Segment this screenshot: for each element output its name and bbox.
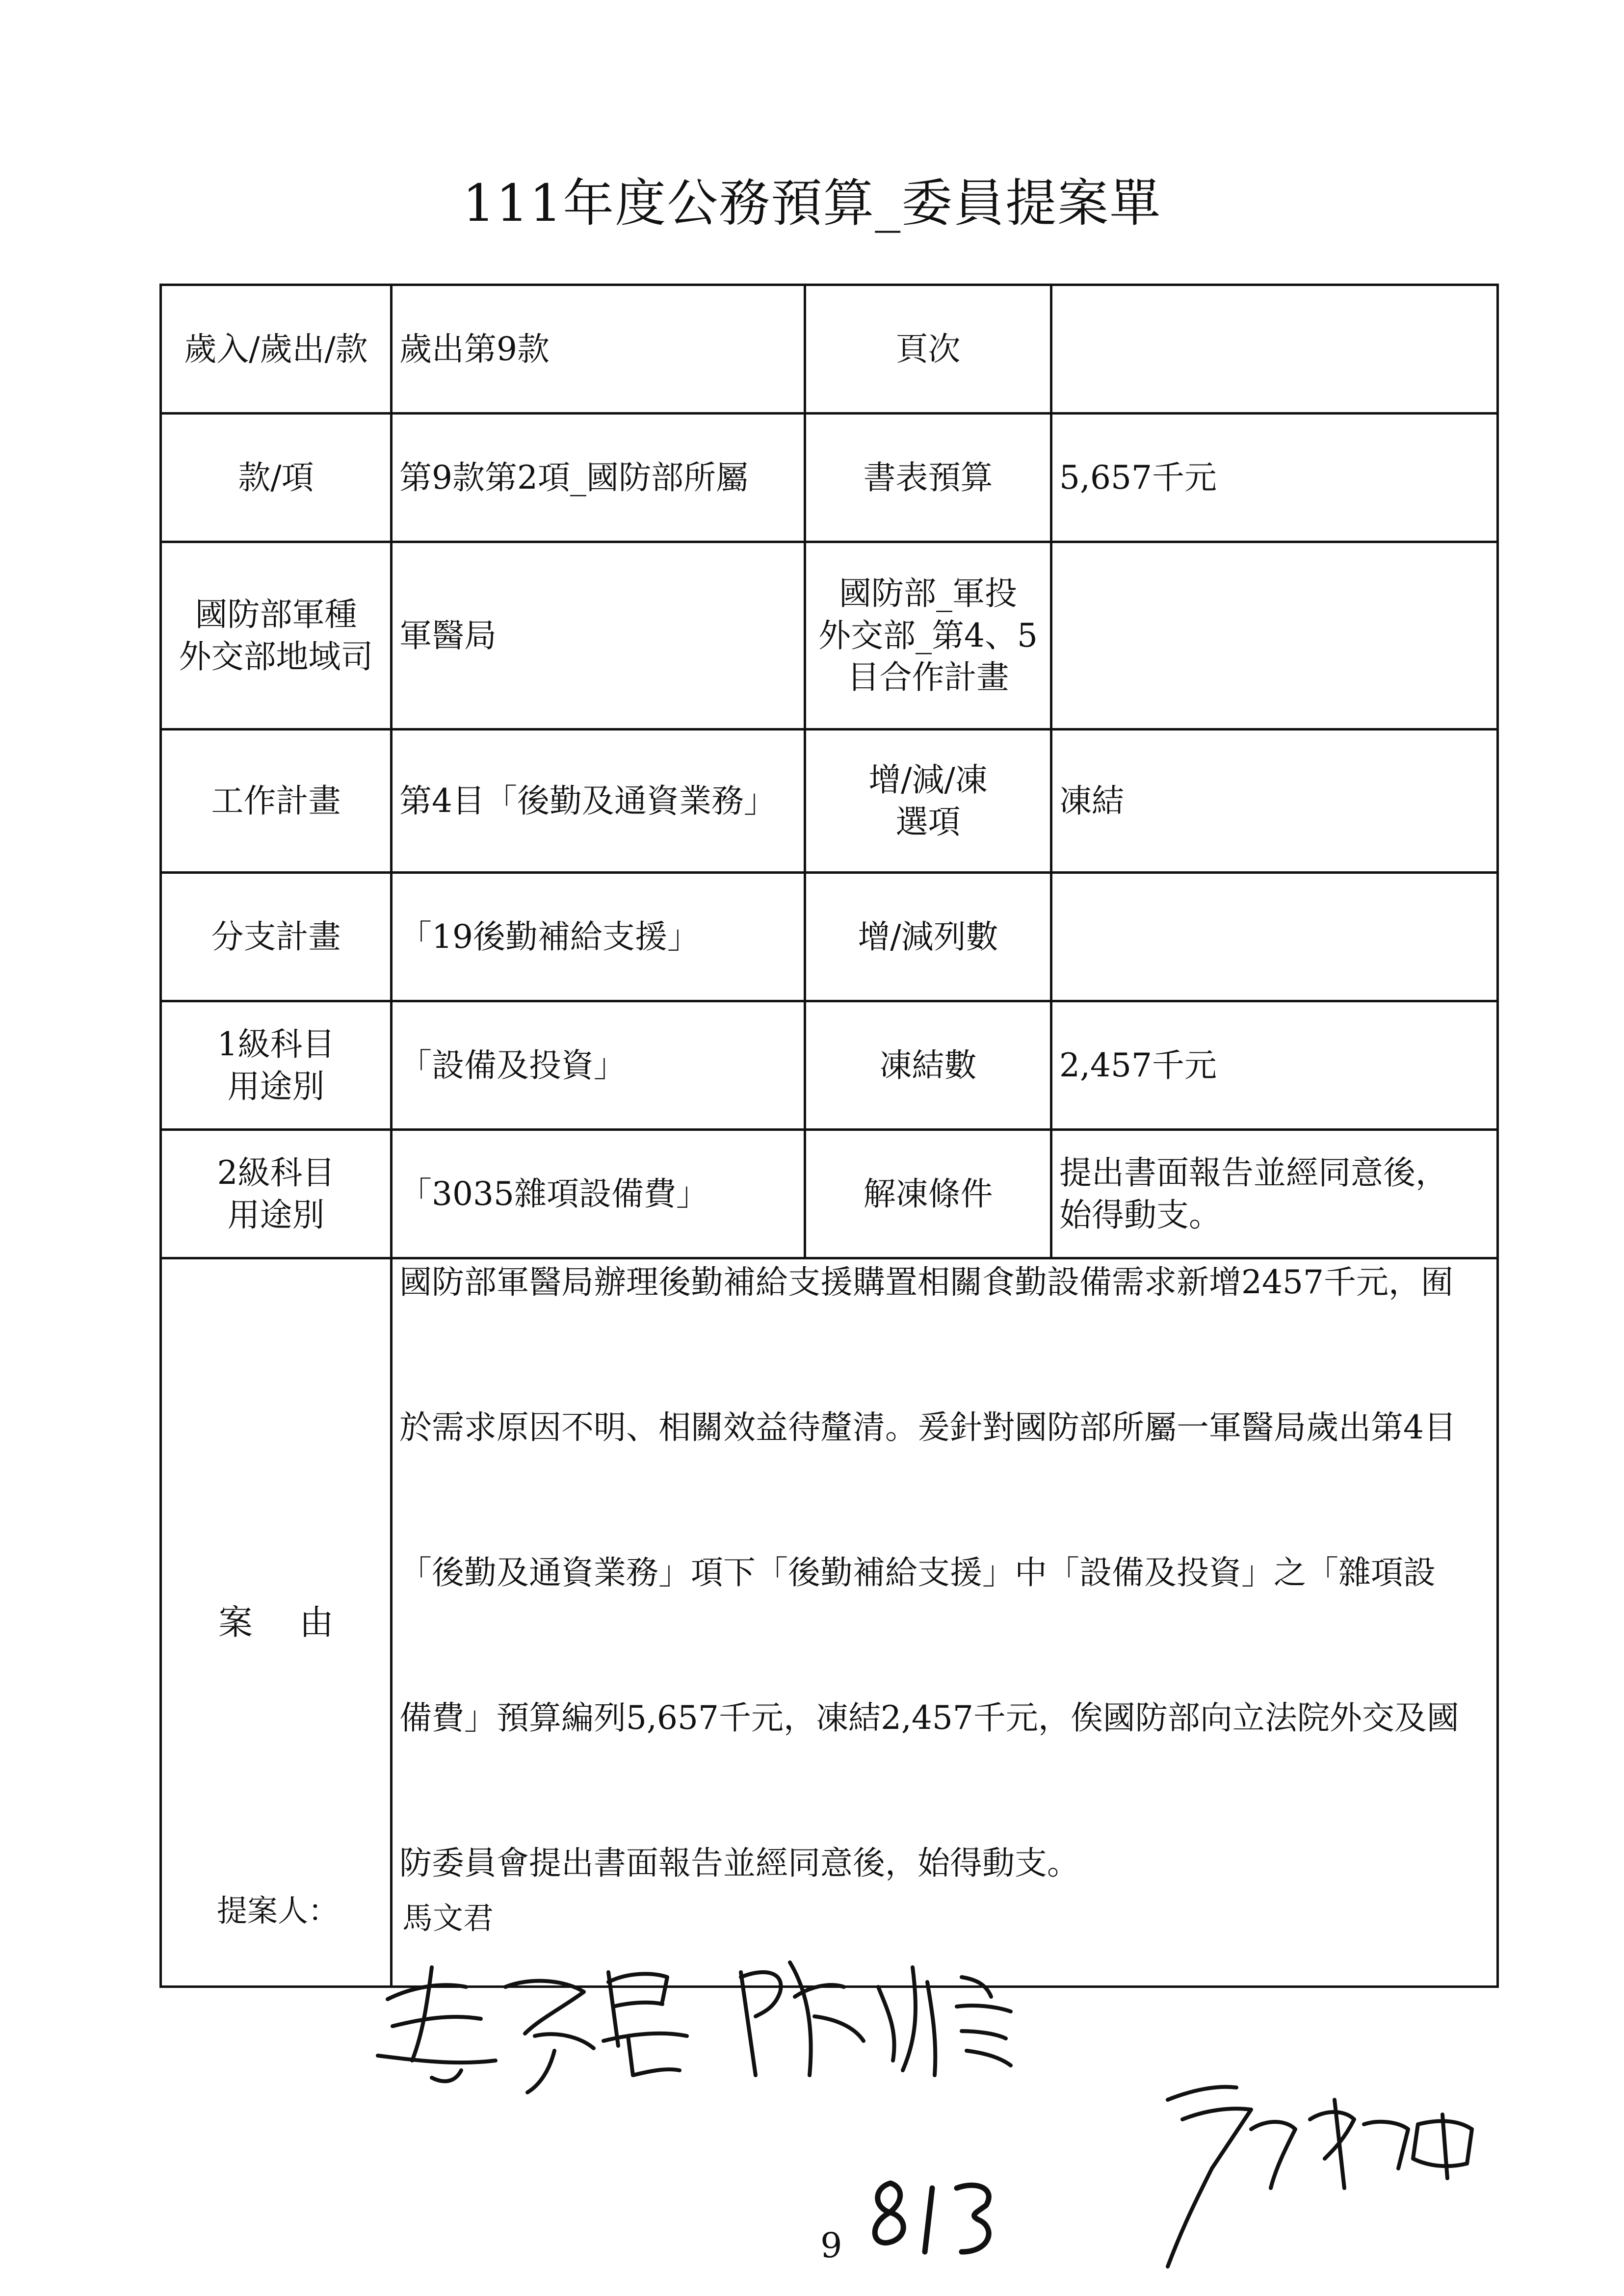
proposal-form-table — [159, 284, 1499, 1988]
branch-plan-value: 「19後勤補給支援」 — [392, 873, 805, 1001]
reason-line: 備費」預算編列5,657千元，凍結2,457千元，俟國防部向立法院外交及國 — [399, 1699, 1459, 1737]
cooperation-plan-label-line: 國防部_軍投 — [839, 574, 1017, 612]
form-row-reason — [161, 1258, 1498, 1987]
reason-line: 防委員會提出書面報告並經同意後，始得動支。 — [399, 1844, 1079, 1882]
level2-subject-value: 「3035雜項設備費」 — [392, 1130, 805, 1258]
page-ref-value — [1051, 285, 1498, 414]
unfreeze-condition-line: 提出書面報告並經同意後， — [1059, 1153, 1448, 1192]
form-row-level2-subject — [161, 1130, 1498, 1258]
section-value: 歲出第9款 — [392, 285, 805, 414]
handwritten-number — [875, 2183, 989, 2252]
reason-line: 於需求原因不明、相關效益待釐清。爰針對國防部所屬一軍醫局歲出第4目 — [399, 1409, 1456, 1446]
section-label: 歲入/歲出/款 — [161, 285, 392, 414]
signature-mark — [378, 1967, 687, 2092]
level2-subject-label-line: 用途別 — [227, 1196, 325, 1234]
handwritten-signatures — [0, 1913, 1624, 2296]
unfreeze-condition-value — [1051, 1130, 1498, 1258]
branch-plan-label: 分支計畫 — [161, 873, 392, 1001]
form-row-section — [161, 285, 1498, 414]
reason-label-char: 案 — [218, 1602, 253, 1643]
proposer-name: 馬文君 — [402, 1900, 494, 1936]
work-plan-label: 工作計畫 — [161, 730, 392, 873]
unfreeze-condition-line: 始得動支。 — [1059, 1196, 1221, 1234]
form-row-work-plan — [161, 730, 1498, 873]
level1-subject-label-line: 1級科目 — [217, 1025, 335, 1063]
frozen-amount-value: 2,457千元 — [1051, 1001, 1498, 1130]
signature-mark — [1168, 2087, 1472, 2267]
form-row-level1-subject — [161, 1001, 1498, 1130]
reason-line: 「後勤及通資業務」項下「後勤補給支援」中「設備及投資」之「雜項設 — [399, 1554, 1436, 1592]
reason-line: 國防部軍醫局辦理後勤補給支援購置相關食勤設備需求新增2457千元，囿 — [399, 1263, 1453, 1301]
agency-value: 軍醫局 — [392, 542, 805, 730]
proposer-label: 提案人： — [217, 1893, 339, 1929]
action-option-label — [805, 730, 1051, 873]
cooperation-plan-label-line: 目合作計畫 — [847, 658, 1009, 697]
signature-mark — [741, 1962, 1011, 2075]
action-option-value: 凍結 — [1051, 730, 1498, 873]
level2-subject-label-line: 2級科目 — [217, 1153, 335, 1192]
action-option-label-line: 選項 — [895, 803, 961, 841]
budget-value: 5,657千元 — [1051, 414, 1498, 542]
cooperation-plan-value — [1051, 542, 1498, 730]
form-row-agency — [161, 542, 1498, 730]
reason-label — [161, 1258, 392, 1987]
page-title: 111年度公務預算_委員提案單 — [462, 173, 1162, 233]
change-amount-value — [1051, 873, 1498, 1001]
work-plan-value: 第4目「後勤及通資業務」 — [392, 730, 805, 873]
level1-subject-value: 「設備及投資」 — [392, 1001, 805, 1130]
form-row-item — [161, 414, 1498, 542]
budget-label: 書表預算 — [805, 414, 1051, 542]
change-amount-label: 增/減列數 — [805, 873, 1051, 1001]
reason-label-char: 由 — [299, 1602, 334, 1643]
item-value: 第9款第2項_國防部所屬 — [392, 414, 805, 542]
agency-label — [161, 542, 392, 730]
frozen-amount-label: 凍結數 — [805, 1001, 1051, 1130]
page-number: 9 — [820, 2225, 842, 2266]
level1-subject-label-line: 用途別 — [227, 1067, 325, 1105]
cooperation-plan-label — [805, 542, 1051, 730]
agency-label-line: 國防部軍種 — [195, 595, 357, 633]
action-option-label-line: 增/減/凍 — [868, 760, 988, 799]
cooperation-plan-label-line: 外交部_第4、5 — [818, 616, 1038, 654]
unfreeze-condition-label: 解凍條件 — [805, 1130, 1051, 1258]
agency-label-line: 外交部地域司 — [179, 637, 373, 676]
item-label: 款/項 — [161, 414, 392, 542]
page-ref-label: 頁次 — [805, 285, 1051, 414]
level1-subject-label — [161, 1001, 392, 1130]
reason-text — [392, 1258, 1498, 1987]
form-row-branch-plan — [161, 873, 1498, 1001]
level2-subject-label — [161, 1130, 392, 1258]
